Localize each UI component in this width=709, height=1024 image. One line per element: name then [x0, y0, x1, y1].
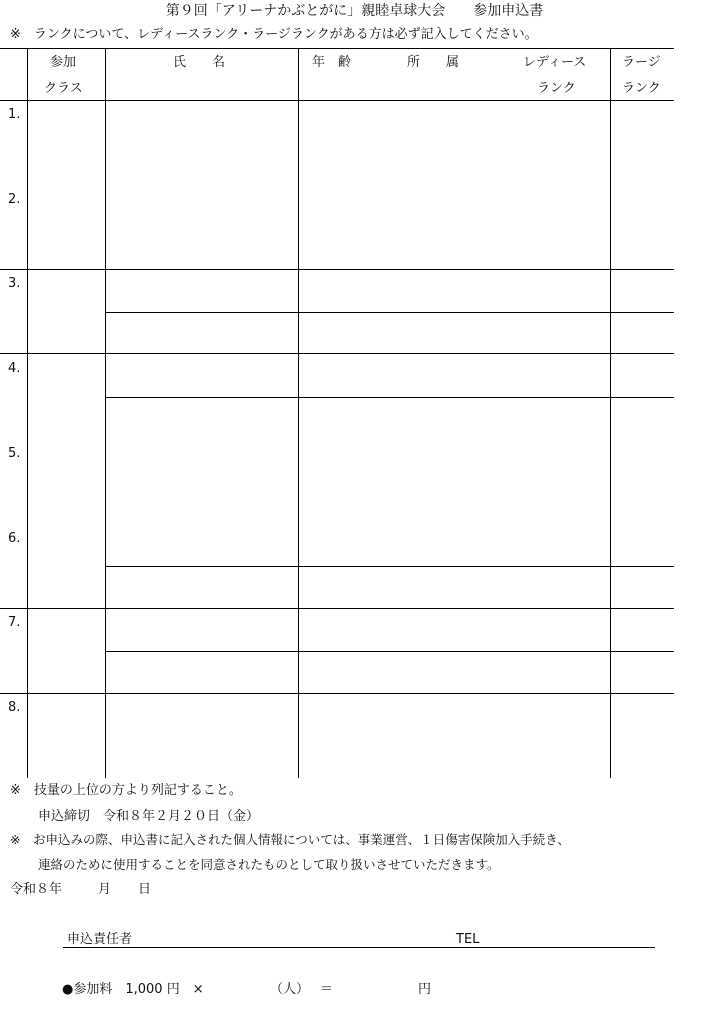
- rank-note: ※ ランクについて、レディースランク・ラージランクがある方は必ず記入してください。: [10, 27, 538, 42]
- skill-order-note: ※ 技量の上位の方より列記すること。: [10, 783, 242, 798]
- privacy-note-line2: 連絡のために使用することを同意されたものとして取り扱いさせていただきます。: [38, 857, 500, 872]
- fee-label: ●参加料 1,000 円 ×: [62, 982, 204, 997]
- header-name: 氏 名: [173, 55, 226, 70]
- header-ladies-2: ランク: [537, 81, 576, 96]
- privacy-note-line1: ※ お申込みの際、申込書に記入された個人情報については、事業運営、１日傷害保険加入手続き、: [10, 832, 570, 847]
- date-day: 日: [138, 882, 152, 897]
- row-number: 8.: [8, 700, 21, 715]
- header-large-2: ランク: [622, 81, 661, 96]
- deadline-text: 申込締切 令和８年２月２０日（金）: [38, 809, 260, 824]
- row-number: 7.: [8, 615, 21, 630]
- header-age: 年 齢: [312, 55, 352, 70]
- tel-label: TEL: [456, 932, 480, 947]
- header-class-1: 参加: [50, 55, 77, 70]
- row-number: 4.: [8, 361, 21, 376]
- row-number: 5.: [8, 446, 21, 461]
- header-class-2: クラス: [44, 81, 83, 96]
- fee-yen: 円: [418, 982, 432, 997]
- page-title: 第９回「アリーナかぶとがに」親睦卓球大会 参加申込書: [165, 3, 544, 19]
- row-number: 6.: [8, 531, 21, 546]
- header-large-1: ラージ: [622, 55, 661, 70]
- date-month: 月: [98, 882, 112, 897]
- fee-equals: ＝: [320, 982, 334, 997]
- row-number: 2.: [8, 192, 21, 207]
- header-affiliation: 所 属: [407, 55, 460, 70]
- row-number: 1.: [8, 107, 21, 122]
- header-ladies-1: レディース: [523, 55, 587, 70]
- row-number: 3.: [8, 276, 21, 291]
- date-era: 令和８年: [10, 882, 63, 897]
- fee-persons: （人）: [270, 982, 310, 997]
- responsible-label: 申込責任者: [67, 932, 133, 947]
- responsible-underline: [63, 947, 655, 948]
